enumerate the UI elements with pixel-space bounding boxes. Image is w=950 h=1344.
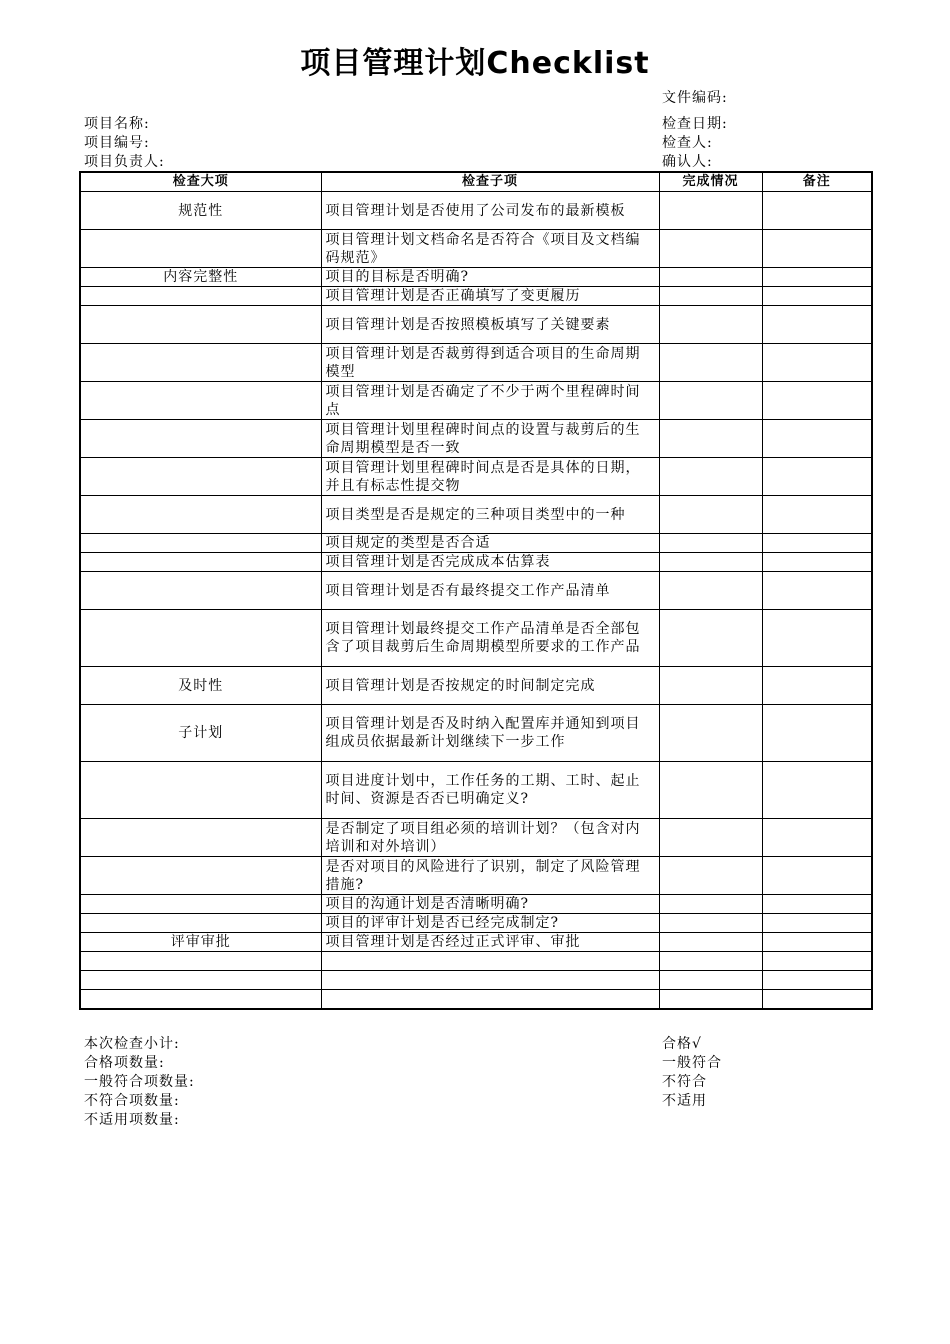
status-cell[interactable] (659, 895, 762, 914)
subitem-cell: 项目管理计划是否正确填写了变更履历 (321, 287, 659, 306)
category-cell (80, 914, 321, 933)
remarks-cell[interactable] (762, 971, 872, 990)
category-cell (80, 553, 321, 572)
subitem-cell: 项目管理计划是否按照模板填写了关键要素 (321, 306, 659, 344)
remarks-cell[interactable] (762, 287, 872, 306)
table-row (80, 306, 872, 344)
remarks-cell[interactable] (762, 458, 872, 496)
category-cell: 内容完整性 (80, 268, 321, 287)
legend-fail: 不符合 (662, 1074, 707, 1090)
status-cell[interactable] (659, 268, 762, 287)
category-cell (80, 971, 321, 990)
status-cell[interactable] (659, 762, 762, 819)
subitem-cell: 项目管理计划里程碑时间点的设置与裁剪后的生命周期模型是否一致 (321, 420, 659, 458)
subitem-cell: 项目类型是否是规定的三种项目类型中的一种 (321, 496, 659, 534)
table-row (80, 762, 872, 819)
status-cell[interactable] (659, 610, 762, 667)
category-cell: 评审审批 (80, 933, 321, 952)
status-cell[interactable] (659, 458, 762, 496)
status-cell[interactable] (659, 819, 762, 857)
fail-count-label: 不符合项数量: (84, 1093, 180, 1109)
table-row (80, 990, 872, 1009)
category-cell: 及时性 (80, 667, 321, 705)
remarks-cell[interactable] (762, 344, 872, 382)
check-date-label: 检查日期: (662, 116, 728, 132)
column-header-category: 检查大项 (80, 172, 321, 192)
table-row (80, 534, 872, 553)
category-cell (80, 230, 321, 268)
subitem-cell: 项目管理计划是否完成成本估算表 (321, 553, 659, 572)
category-cell (80, 857, 321, 895)
remarks-cell[interactable] (762, 857, 872, 895)
checklist-table (79, 171, 873, 1010)
table-row (80, 857, 872, 895)
project-name-label: 项目名称: (84, 116, 150, 132)
summary-counts (84, 1035, 195, 1130)
table-row (80, 971, 872, 990)
subitem-cell (321, 990, 659, 1009)
status-cell[interactable] (659, 971, 762, 990)
category-cell (80, 534, 321, 553)
page-title: 项目管理计划Checklist (300, 46, 650, 81)
remarks-cell[interactable] (762, 610, 872, 667)
pass-count-label: 合格项数量: (84, 1055, 165, 1071)
status-cell[interactable] (659, 496, 762, 534)
status-cell[interactable] (659, 933, 762, 952)
table-row (80, 705, 872, 762)
result-legend (662, 1035, 722, 1111)
project-owner-label: 项目负责人: (84, 154, 165, 170)
table-row (80, 496, 872, 534)
subitem-cell (321, 971, 659, 990)
table-row (80, 819, 872, 857)
subitem-cell: 项目管理计划是否确定了不少于两个里程碑时间点 (321, 382, 659, 420)
legend-na: 不适用 (662, 1093, 707, 1109)
status-cell[interactable] (659, 534, 762, 553)
subitem-cell: 项目的沟通计划是否清晰明确? (321, 895, 659, 914)
category-cell (80, 287, 321, 306)
subitem-cell: 项目管理计划是否经过正式评审、审批 (321, 933, 659, 952)
legend-pass: 合格√ (662, 1036, 702, 1052)
subitem-cell: 项目管理计划是否裁剪得到适合项目的生命周期模型 (321, 344, 659, 382)
remarks-cell[interactable] (762, 192, 872, 230)
subitem-cell: 是否对项目的风险进行了识别，制定了风险管理措施? (321, 857, 659, 895)
category-cell (80, 458, 321, 496)
table-header-row (80, 172, 872, 192)
category-cell (80, 952, 321, 971)
subitem-cell: 项目的目标是否明确? (321, 268, 659, 287)
table-row (80, 895, 872, 914)
remarks-cell[interactable] (762, 496, 872, 534)
status-cell[interactable] (659, 952, 762, 971)
remarks-cell[interactable] (762, 990, 872, 1009)
category-cell (80, 420, 321, 458)
remarks-cell[interactable] (762, 952, 872, 971)
category-cell (80, 895, 321, 914)
remarks-cell[interactable] (762, 268, 872, 287)
table-row (80, 914, 872, 933)
status-cell[interactable] (659, 306, 762, 344)
table-row (80, 553, 872, 572)
subitem-cell: 项目管理计划是否按规定的时间制定完成 (321, 667, 659, 705)
subitem-cell: 是否制定了项目组必须的培训计划？（包含对内培训和对外培训） (321, 819, 659, 857)
column-header-subitem: 检查子项 (321, 172, 659, 192)
status-cell[interactable] (659, 420, 762, 458)
status-cell[interactable] (659, 553, 762, 572)
subitem-cell: 项目管理计划最终提交工作产品清单是否全部包含了项目裁剪后生命周期模型所要求的工作产品 (321, 610, 659, 667)
table-row (80, 268, 872, 287)
remarks-cell[interactable] (762, 230, 872, 268)
table-row (80, 610, 872, 667)
subitem-cell: 项目进度计划中，工作任务的工期、工时、起止时间、资源是否否已明确定义? (321, 762, 659, 819)
table-row (80, 344, 872, 382)
remarks-cell[interactable] (762, 572, 872, 610)
status-cell[interactable] (659, 382, 762, 420)
subitem-cell (321, 952, 659, 971)
table-row (80, 230, 872, 268)
remarks-cell[interactable] (762, 895, 872, 914)
category-cell (80, 382, 321, 420)
subitem-cell: 项目管理计划里程碑时间点是否是具体的日期，并且有标志性提交物 (321, 458, 659, 496)
category-cell (80, 306, 321, 344)
table-row (80, 952, 872, 971)
category-cell (80, 610, 321, 667)
subitem-cell: 项目管理计划是否及时纳入配置库并通知到项目组成员依据最新计划继续下一步工作 (321, 705, 659, 762)
table-row (80, 287, 872, 306)
remarks-cell[interactable] (762, 667, 872, 705)
remarks-cell[interactable] (762, 933, 872, 952)
column-header-remarks: 备注 (762, 172, 872, 192)
remarks-cell[interactable] (762, 819, 872, 857)
subitem-cell: 项目规定的类型是否合适 (321, 534, 659, 553)
remarks-cell[interactable] (762, 762, 872, 819)
table-row (80, 933, 872, 952)
remarks-cell[interactable] (762, 306, 872, 344)
category-cell (80, 496, 321, 534)
category-cell (80, 990, 321, 1009)
doc-code-label: 文件编码: (662, 90, 728, 106)
status-cell[interactable] (659, 667, 762, 705)
column-header-status: 完成情况 (659, 172, 762, 192)
table-row (80, 667, 872, 705)
table-row (80, 382, 872, 420)
status-cell[interactable] (659, 705, 762, 762)
status-cell[interactable] (659, 192, 762, 230)
table-row (80, 192, 872, 230)
status-cell[interactable] (659, 344, 762, 382)
confirmer-label: 确认人: (662, 154, 713, 170)
category-cell (80, 572, 321, 610)
remarks-cell[interactable] (762, 705, 872, 762)
subitem-cell: 项目管理计划文档命名是否符合《项目及文档编码规范》 (321, 230, 659, 268)
category-cell (80, 344, 321, 382)
subitem-cell: 项目管理计划是否有最终提交工作产品清单 (321, 572, 659, 610)
status-cell[interactable] (659, 857, 762, 895)
legend-general: 一般符合 (662, 1055, 722, 1071)
na-count-label: 不适用项数量: (84, 1112, 180, 1128)
category-cell: 规范性 (80, 192, 321, 230)
checker-label: 检查人: (662, 135, 713, 151)
remarks-cell[interactable] (762, 420, 872, 458)
status-cell[interactable] (659, 572, 762, 610)
table-row (80, 420, 872, 458)
remarks-cell[interactable] (762, 914, 872, 933)
status-cell[interactable] (659, 230, 762, 268)
subtotal-label: 本次检查小计: (84, 1036, 180, 1052)
status-cell[interactable] (659, 287, 762, 306)
remarks-cell[interactable] (762, 382, 872, 420)
general-count-label: 一般符合项数量: (84, 1074, 195, 1090)
status-cell[interactable] (659, 990, 762, 1009)
remarks-cell[interactable] (762, 534, 872, 553)
subitem-cell: 项目管理计划是否使用了公司发布的最新模板 (321, 192, 659, 230)
status-cell[interactable] (659, 914, 762, 933)
category-cell (80, 819, 321, 857)
table-row (80, 572, 872, 610)
subitem-cell: 项目的评审计划是否已经完成制定? (321, 914, 659, 933)
remarks-cell[interactable] (762, 553, 872, 572)
category-cell: 子计划 (80, 705, 321, 762)
category-cell (80, 762, 321, 819)
project-no-label: 项目编号: (84, 135, 150, 151)
table-row (80, 458, 872, 496)
